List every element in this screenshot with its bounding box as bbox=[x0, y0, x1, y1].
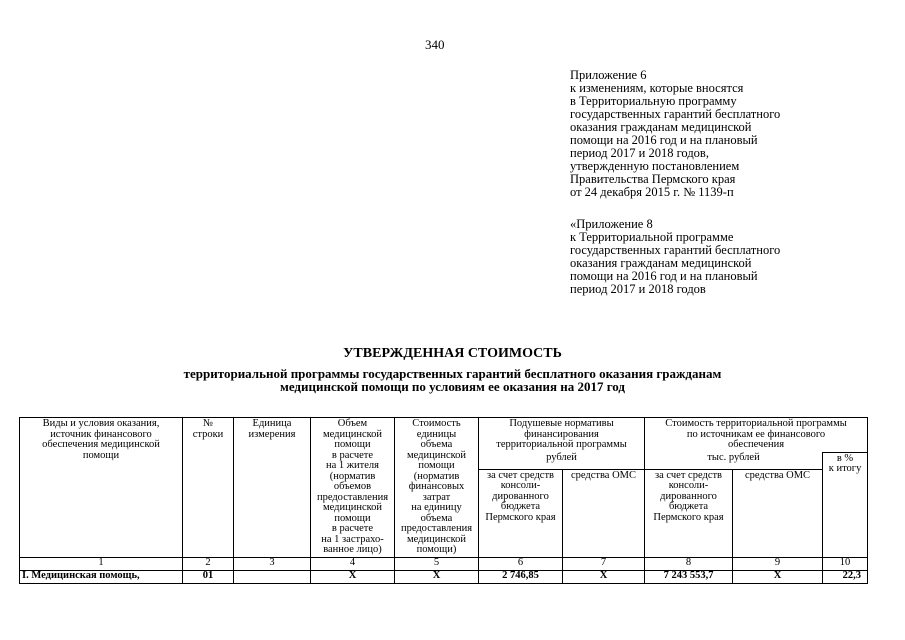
page-number: 340 bbox=[425, 37, 445, 52]
row-total-oms: Х bbox=[733, 570, 823, 583]
row-name: I. Медицинская помощь, bbox=[20, 570, 183, 583]
appendix-line: «Приложение 8 bbox=[570, 217, 653, 231]
header-consolidated-budget-total: за счет средств консоли- дированного бюджета Пермского края bbox=[645, 469, 733, 557]
subtitle-line: медицинской помощи по условиям ее оказания на 2017 год bbox=[279, 379, 626, 394]
column-number: 1 bbox=[20, 557, 183, 570]
appendix-line: оказания гражданам медицинской bbox=[570, 256, 752, 270]
header-unit-rubles: рублей bbox=[479, 452, 645, 469]
row-volume: Х bbox=[311, 570, 395, 583]
appendix-line: помощи на 2016 год и на плановый bbox=[570, 133, 758, 147]
appendix-line: Правительства Пермского края bbox=[570, 172, 736, 186]
header-per-capita-group: Подушевые нормативы финансирования территориальной программы bbox=[479, 418, 645, 453]
header-row-number: № строки bbox=[183, 418, 234, 558]
appendix-line: период 2017 и 2018 годов bbox=[570, 282, 706, 296]
appendix-line: государственных гарантий бесплатного bbox=[570, 243, 781, 257]
document-subtitle bbox=[0, 367, 905, 393]
appendix-line: в Территориальную программу bbox=[570, 94, 737, 108]
row-unit bbox=[234, 570, 311, 583]
row-unit-cost: Х bbox=[395, 570, 479, 583]
column-number: 4 bbox=[311, 557, 395, 570]
header-volume: Объем медицинской помощи в расчете на 1 жителя (норматив объемов предоставления медицинской помощи в расчете на 1 застрахо- ванное лицо) bbox=[311, 418, 395, 558]
header-unit: Единица измерения bbox=[234, 418, 311, 558]
header-oms: средства ОМС bbox=[563, 469, 645, 557]
appendix-line: Приложение 6 bbox=[570, 68, 647, 82]
appendix-line: утвержденную постановлением bbox=[570, 159, 740, 173]
header-unit-cost: Стоимость единицы объема медицинской помощи (норматив финансовых затрат на единицу объема предоставления медицинской помощи) bbox=[395, 418, 479, 558]
header-service-type: Виды и условия оказания, источник финансового обеспечения медицинской помощи bbox=[20, 418, 183, 558]
column-number: 6 bbox=[479, 557, 563, 570]
appendix-line: к Территориальной программе bbox=[570, 230, 734, 244]
appendix-line: помощи на 2016 год и на плановый bbox=[570, 269, 758, 283]
column-numbering-row bbox=[20, 557, 868, 570]
appendix-line: от 24 декабря 2015 г. № 1139-п bbox=[570, 185, 734, 199]
appendix-line: к изменениям, которые вносятся bbox=[570, 81, 744, 95]
column-number: 3 bbox=[234, 557, 311, 570]
appendix-line: оказания гражданам медицинской bbox=[570, 120, 752, 134]
column-number: 2 bbox=[183, 557, 234, 570]
table-row bbox=[20, 570, 868, 583]
header-percent: в % к итогу bbox=[823, 452, 868, 557]
row-per-capita-oms: Х bbox=[563, 570, 645, 583]
appendix-8-note bbox=[570, 218, 780, 296]
row-percent: 22,3 bbox=[823, 570, 868, 583]
subtitle-line: территориальной программы государственных гарантий бесплатного оказания гражданам bbox=[183, 366, 722, 381]
appendix-line: государственных гарантий бесплатного bbox=[570, 107, 781, 121]
column-number: 10 bbox=[823, 557, 868, 570]
appendix-6-note bbox=[570, 69, 780, 199]
column-number: 5 bbox=[395, 557, 479, 570]
column-number: 8 bbox=[645, 557, 733, 570]
column-number: 7 bbox=[563, 557, 645, 570]
document-title: УТВЕРЖДЕННАЯ СТОИМОСТЬ bbox=[343, 346, 562, 361]
row-total-budget: 7 243 553,7 bbox=[645, 570, 733, 583]
row-number: 01 bbox=[183, 570, 234, 583]
header-total-cost-group: Стоимость территориальной программы по источникам ее финансового обеспечения bbox=[645, 418, 868, 453]
header-consolidated-budget: за счет средств консоли- дированного бюджета Пермского края bbox=[479, 469, 563, 557]
column-number: 9 bbox=[733, 557, 823, 570]
appendix-line: период 2017 и 2018 годов, bbox=[570, 146, 709, 160]
row-per-capita-budget: 2 746,85 bbox=[479, 570, 563, 583]
header-oms-total: средства ОМС bbox=[733, 469, 823, 557]
cost-table bbox=[19, 417, 868, 584]
header-unit-thousand: тыс. рублей bbox=[645, 452, 823, 469]
